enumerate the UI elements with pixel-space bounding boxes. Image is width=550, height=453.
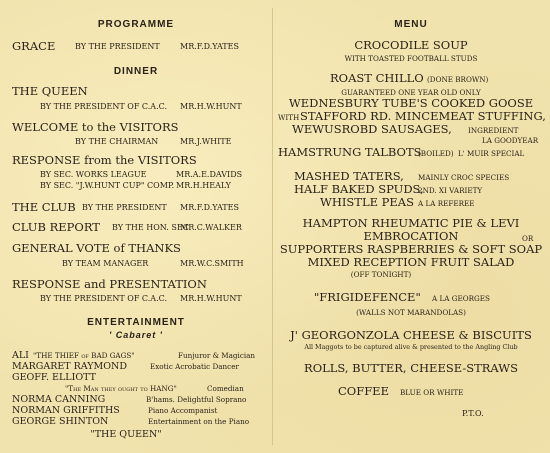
menu-line: WEWUSROBD SAUSAGES, [292,122,452,136]
toast-title: RESPONSE and PRESENTATION [12,277,207,291]
performer-role: Piano Accompanist [148,406,218,415]
menu-line: MIXED RECEPTION FRUIT SALAD [307,255,515,269]
toast-name: MR.H.W.HUNT [180,102,242,111]
performer-name: MARGARET RAYMOND [12,361,127,372]
performer-quote: "The Man they ought to HANG" [65,384,177,393]
performer-name: NORMA CANNING [12,394,106,405]
menu-heading: MENU [394,19,428,30]
performer-role: Comedian [207,384,244,393]
menu-line: MAINLY CROC SPECIES [418,173,510,182]
grace-name: MR.F.D.YATES [180,42,239,51]
menu-line: CROCODILE SOUP [354,38,468,52]
pto-note: P.T.O. [462,409,484,418]
toast-name: MR.J.WHITE [180,137,232,146]
performer-role: Exotic Acrobatic Dancer [150,362,239,371]
grace-title: GRACE [12,39,56,53]
toast-by: BY THE PRESIDENT OF C.A.C. [40,102,168,111]
menu-line: HAMPTON RHEUMATIC PIE & LEVI [302,216,520,230]
menu-line: EMBROCATION [363,229,459,243]
toast-name: MR.W.C.SMITH [180,259,244,268]
menu-line: INGREDIENT [468,126,519,135]
toast-by: BY THE CHAIRMAN [75,137,159,146]
toast-by: BY THE HON. SEC. [112,223,192,232]
menu-line: A LA REFEREE [418,199,475,208]
menu-line: GUARANTEED ONE YEAR OLD ONLY [341,88,481,97]
closing-toast: "THE QUEEN" [90,429,162,440]
toast-by: BY SEC. WORKS LEAGUE [40,170,147,179]
dinner-heading: DINNER [113,66,159,77]
performer-quote: "THE THIEF of BAD GAGS" [33,351,135,360]
menu-line: J' GEORGONZOLA CHEESE & BISCUITS [290,328,532,342]
cabaret-heading: ' Cabaret ' [109,330,163,340]
menu-line: WITH [278,113,300,122]
menu-line: WITH TOASTED FOOTBALL STUDS [344,54,478,63]
menu-line: All Maggots to be captured alive & presented to the Angling Club [304,343,518,351]
performer-name: GEOFF. ELLIOTT [12,372,96,383]
performer-name: ALI [12,350,29,361]
performer-role: B'hams. Delightful Soprano [146,395,247,404]
toast-name: MR.H.HEALY [176,181,231,190]
toast-by: BY THE PRESIDENT [82,203,167,212]
menu-line: BLUE OR WHITE [400,388,464,397]
toast-title: THE CLUB [12,200,76,214]
menu-line: (DONE BROWN) [427,75,489,84]
toast-title: CLUB REPORT [12,220,100,234]
toast-by: BY SEC. "J.W.HUNT CUP" COMP. [40,181,175,190]
performer-name: NORMAN GRIFFITHS [12,405,120,416]
menu-line: HAMSTRUNG TALBOTS [278,145,422,159]
toast-by: BY THE PRESIDENT OF C.A.C. [40,294,168,303]
menu-line: (WALLS NOT MARANDOLAS) [356,308,466,317]
menu-line: ROAST CHILLO [330,71,424,85]
toast-title: WELCOME to the VISITORS [12,120,179,134]
performer-role: Funjuror & Magician [178,351,256,360]
menu-line: "FRIGIDEFENCE" [314,290,421,304]
performer-name: GEORGE SHINTON [12,416,109,427]
menu-line: (BOILED) [418,149,454,158]
toast-title: GENERAL VOTE of THANKS [12,241,181,255]
menu-line: (OFF TONIGHT) [350,270,412,279]
menu-line: 2ND. XI VARIETY [418,186,483,195]
menu-line: WEDNESBURY TUBE'S COOKED GOOSE [288,96,534,110]
menu-line: MASHED TATERS, [294,169,404,183]
toast-name: MR.C.WALKER [180,223,242,232]
menu-line: COFFEE [338,384,389,398]
menu-line: A LA GEORGES [432,294,490,303]
grace-by: BY THE PRESIDENT [75,42,160,51]
menu-line: HALF BAKED SPUDS, [294,182,424,196]
toast-name: MR.F.D.YATES [180,203,239,212]
toast-name: MR.A.E.DAVIDS [176,170,243,179]
menu-line: L' MUIR SPECIAL [458,149,525,158]
programme-heading: PROGRAMME [97,19,175,30]
menu-line: LA GOODYEAR [482,136,539,145]
toast-title: RESPONSE from the VISITORS [12,153,197,167]
menu-line: SUPPORTERS RASPBERRIES & SOFT SOAP [279,242,543,256]
toast-name: MR.H.W.HUNT [180,294,242,303]
menu-line: ROLLS, BUTTER, CHEESE-STRAWS [304,361,518,375]
entertainment-heading: ENTERTAINMENT [87,317,185,328]
menu-line: STAFFORD RD. MINCEMEAT STUFFING, [300,109,546,123]
menu-line: OR [522,234,534,243]
toast-title: THE QUEEN [12,84,88,98]
performer-role: Entertainment on the Piano [148,417,250,426]
toast-by: BY TEAM MANAGER [62,259,149,268]
menu-line: WHISTLE PEAS [320,195,414,209]
